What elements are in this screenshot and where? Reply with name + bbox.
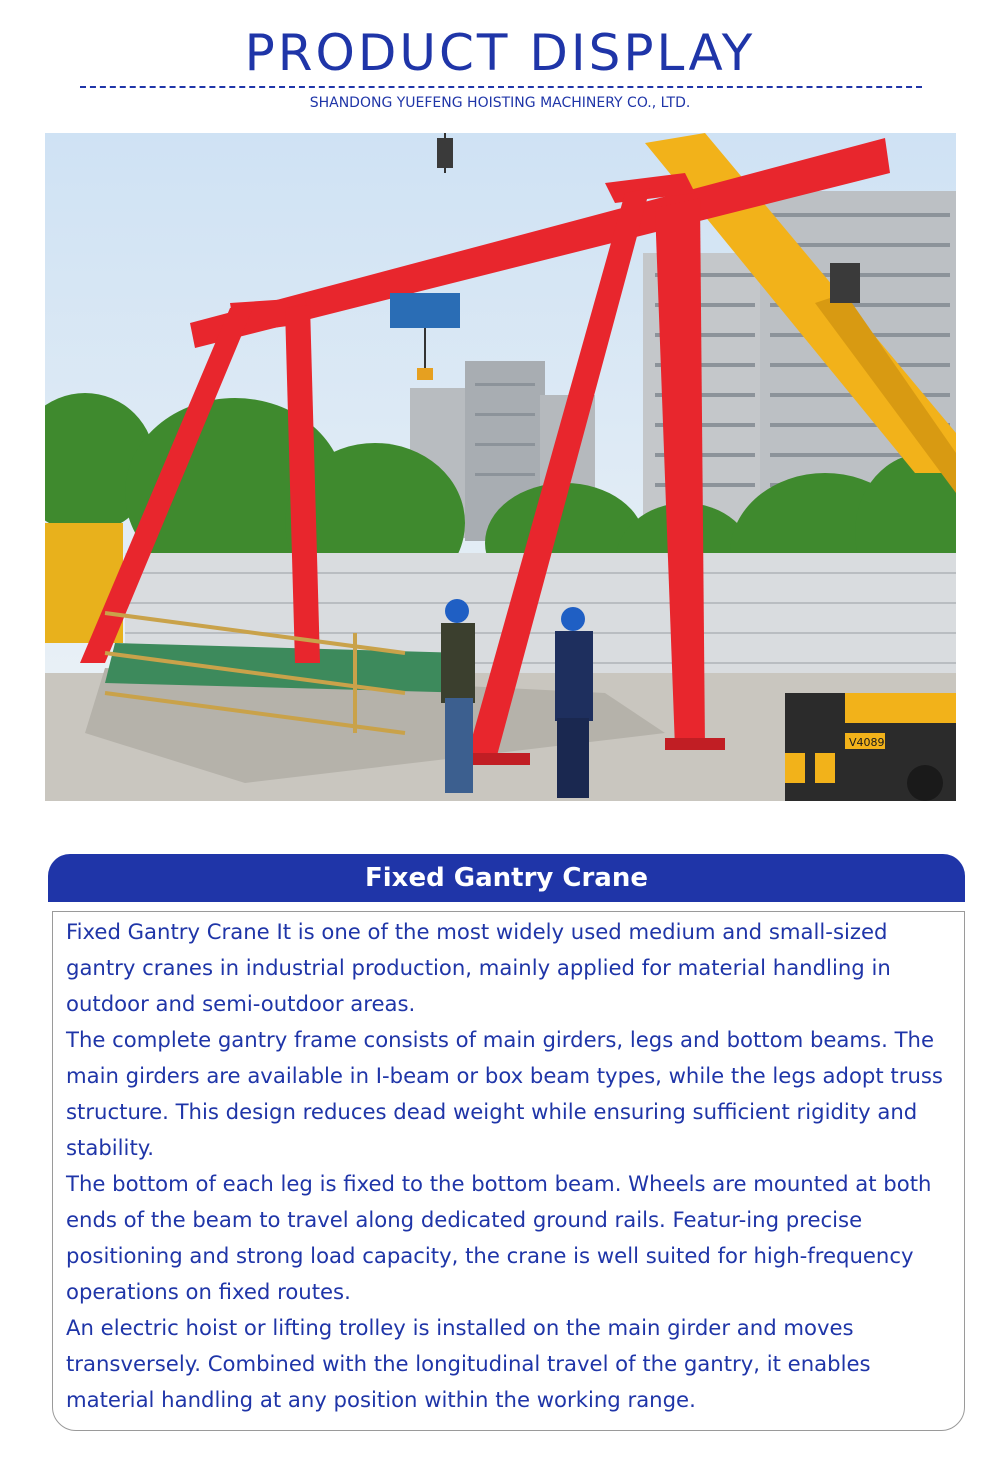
page-title: PRODUCT DISPLAY	[244, 24, 756, 82]
company-name: SHANDONG YUEFENG HOISTING MACHINERY CO., LTD.	[309, 95, 691, 111]
description-text	[66, 914, 944, 1418]
description-paragraph: The complete gantry frame consists of main girders, legs and bottom beams. The main girders are available in I-beam or box beam types, while the legs adopt truss structure. This design reduces dead weight while ensuring sufficient rigidity and stability.	[66, 1027, 943, 1160]
description-paragraph: An electric hoist or lifting trolley is installed on the main girder and moves transversely. Combined with the longitudinal travel of the gantry, it enables material handling at any position within the working range.	[66, 1315, 871, 1412]
description-paragraph: The bottom of each leg is fixed to the bottom beam. Wheels are mounted at both ends of the beam to travel along dedicated ground rails. Featur-ing precise positioning and strong load capacity, the crane is well suited for high-frequency operations on fixed routes.	[66, 1171, 932, 1304]
truck-plate: V4089	[849, 736, 885, 749]
product-photo	[45, 133, 956, 801]
description-paragraph: Fixed Gantry Crane It is one of the most widely used medium and small-sized gantry cranes in industrial production, mainly applied for material handling in outdoor and semi-outdoor areas.	[66, 919, 891, 1016]
section-title: Fixed Gantry Crane	[365, 863, 648, 893]
dashed-divider	[80, 86, 922, 88]
section-header	[48, 854, 965, 902]
